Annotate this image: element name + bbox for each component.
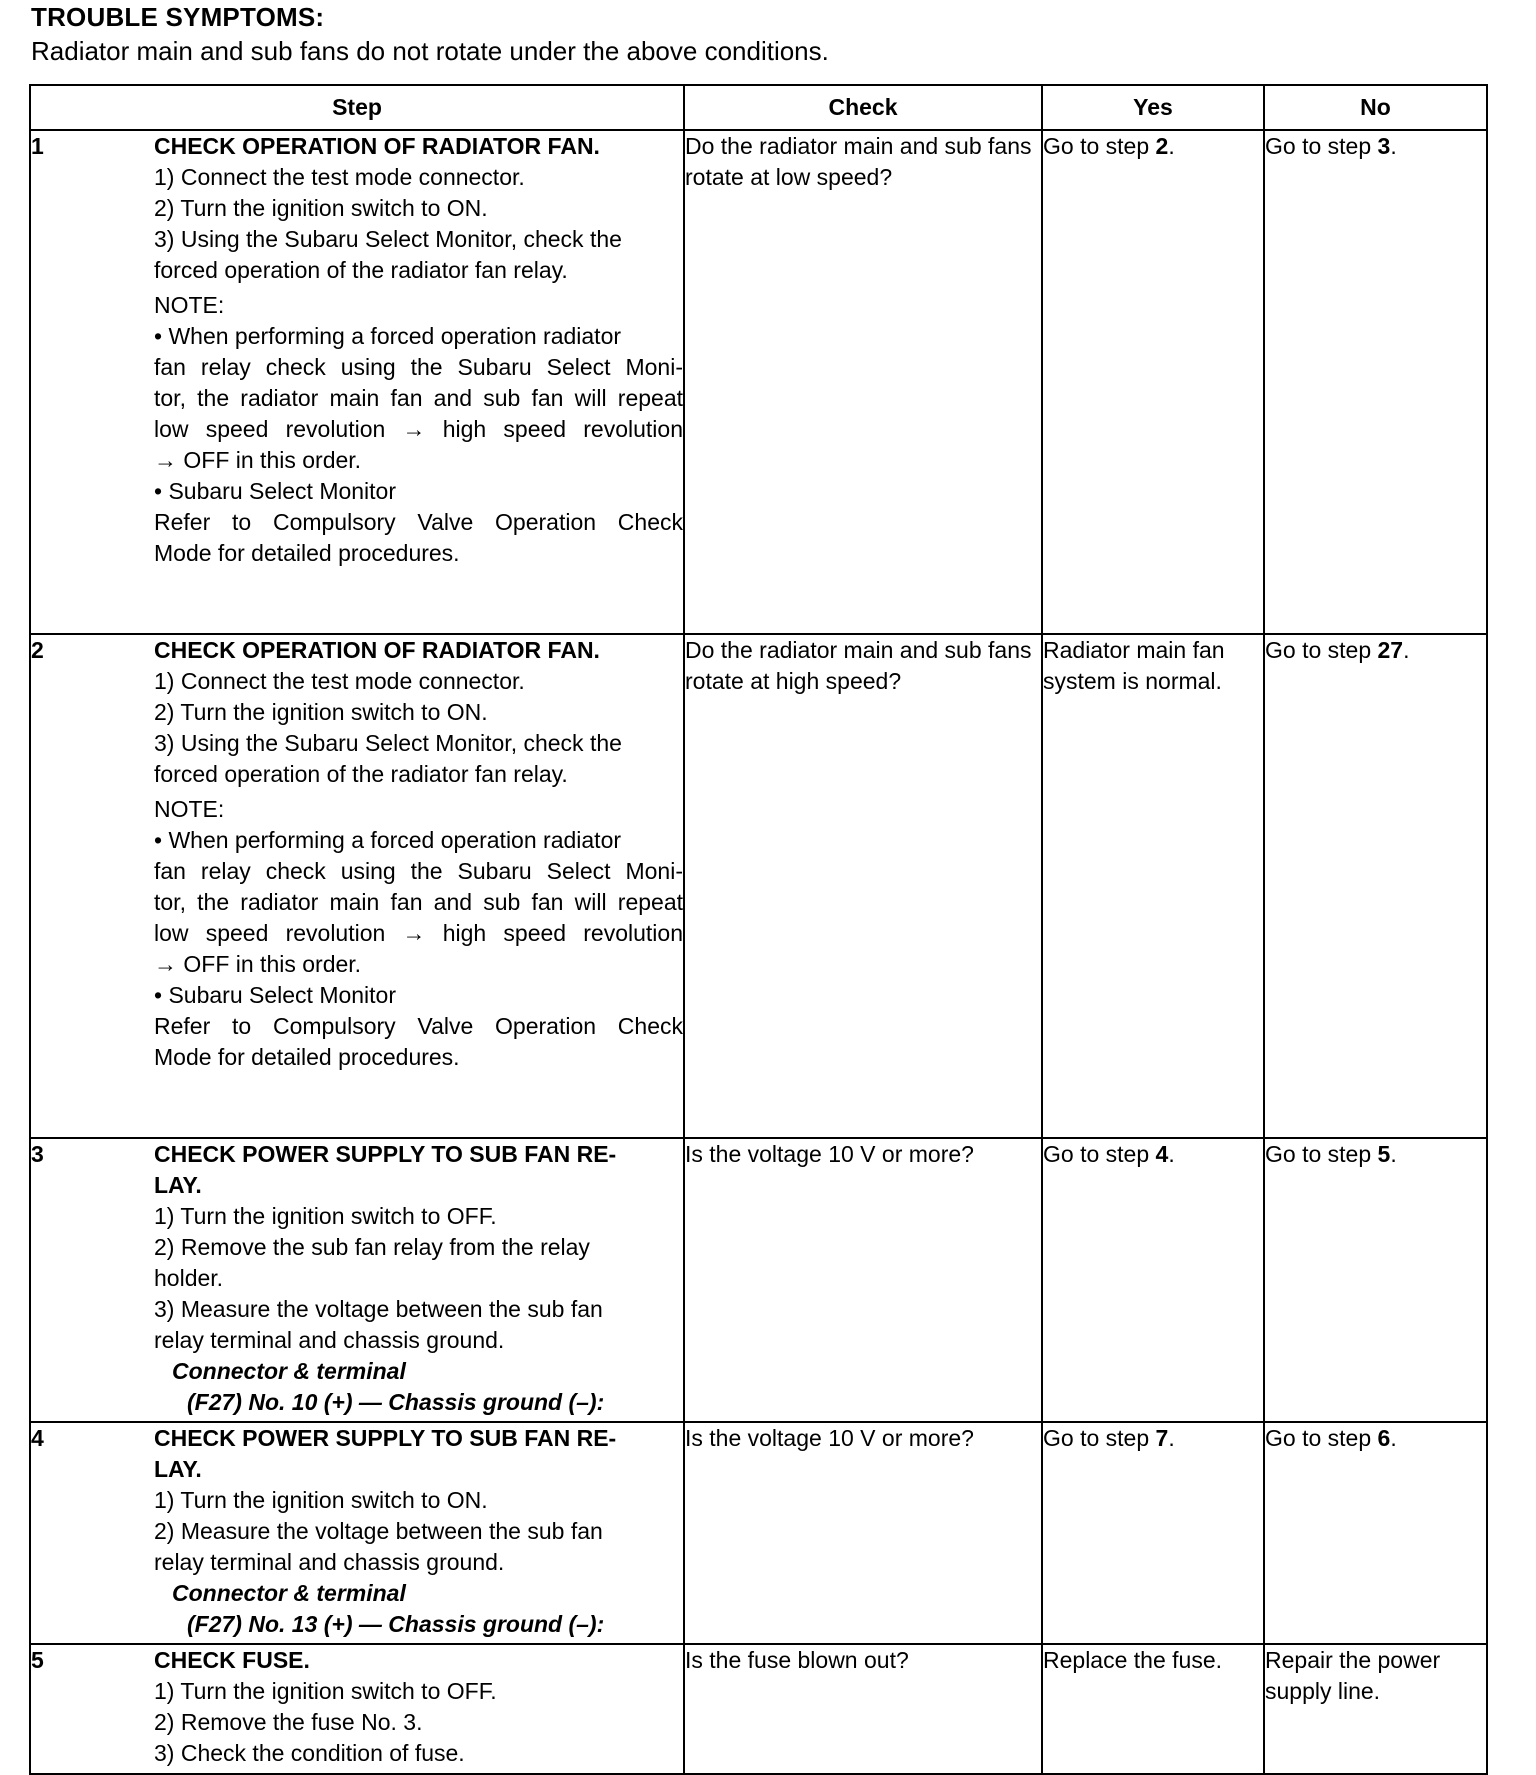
- step-instructions: [154, 1422, 684, 1644]
- table-row: [30, 1422, 1487, 1644]
- no-action: [1264, 1422, 1487, 1644]
- step-line: 1) Turn the ignition switch to OFF.: [154, 1203, 497, 1229]
- check-question: Do the radiator main and sub fans rotate at high speed?: [684, 634, 1042, 1138]
- step-line: 3) Check the condition of fuse.: [154, 1740, 465, 1766]
- yes-action: [1042, 1422, 1264, 1644]
- step-title: CHECK OPERATION OF RADIATOR FAN.: [154, 133, 600, 159]
- step-number: 4: [30, 1422, 154, 1644]
- step-number: 1: [30, 130, 154, 634]
- no-prefix: Go to step: [1265, 637, 1378, 663]
- column-header-no: No: [1264, 85, 1487, 130]
- yes-step-ref: 7: [1155, 1425, 1169, 1451]
- no-step-ref: 3: [1377, 133, 1391, 159]
- step-line: 1) Connect the test mode connector.: [154, 164, 525, 190]
- no-step-ref: 27: [1377, 637, 1404, 663]
- yes-action: Radiator main fan system is normal.: [1042, 634, 1264, 1138]
- check-question: Is the fuse blown out?: [684, 1644, 1042, 1774]
- step-line: 3) Measure the voltage between the sub fan: [154, 1296, 603, 1322]
- note-line: • Subaru Select Monitor: [154, 982, 397, 1008]
- step-line: holder.: [154, 1265, 224, 1291]
- step-title-cont: LAY.: [154, 1172, 202, 1198]
- page-title: TROUBLE SYMPTOMS:: [31, 2, 325, 32]
- yes-action: Replace the fuse.: [1042, 1644, 1264, 1774]
- table-row: [30, 634, 1487, 1138]
- connector-label: Connector & terminal: [172, 1580, 406, 1606]
- note-line: fan relay check using the Subaru Select Moni-: [154, 858, 683, 884]
- yes-prefix: Go to step: [1043, 1425, 1156, 1451]
- check-question: Is the voltage 10 V or more?: [684, 1422, 1042, 1644]
- yes-suffix: .: [1168, 133, 1175, 159]
- step-line: relay terminal and chassis ground.: [154, 1549, 505, 1575]
- no-suffix: .: [1390, 1425, 1397, 1451]
- no-action: [1264, 1138, 1487, 1422]
- step-line: 2) Remove the sub fan relay from the relay: [154, 1234, 590, 1260]
- no-prefix: Go to step: [1265, 133, 1378, 159]
- table-row: [30, 1138, 1487, 1422]
- check-question: Do the radiator main and sub fans rotate at low speed?: [684, 130, 1042, 634]
- step-number: 5: [30, 1644, 154, 1774]
- connector-label: Connector & terminal: [172, 1358, 406, 1384]
- symptom-description: Radiator main and sub fans do not rotate under the above conditions.: [31, 36, 829, 66]
- connector-terminal: (F27) No. 13 (+) — Chassis ground (–):: [187, 1611, 605, 1637]
- note-line: Mode for detailed procedures.: [154, 1044, 460, 1070]
- yes-suffix: .: [1168, 1141, 1175, 1167]
- step-line: 1) Turn the ignition switch to OFF.: [154, 1678, 497, 1704]
- step-instructions: [154, 130, 684, 634]
- connector-terminal: (F27) No. 10 (+) — Chassis ground (–):: [187, 1389, 605, 1415]
- note-line: • When performing a forced operation radiator: [154, 827, 622, 853]
- step-number: 2: [30, 634, 154, 1138]
- yes-action: [1042, 1138, 1264, 1422]
- note-line: low speed revolution → high speed revolution: [154, 416, 683, 442]
- note-line: • Subaru Select Monitor: [154, 478, 397, 504]
- step-line: forced operation of the radiator fan relay.: [154, 761, 568, 787]
- column-header-check: Check: [684, 85, 1042, 130]
- step-title: CHECK POWER SUPPLY TO SUB FAN RE-: [154, 1425, 617, 1451]
- step-line: 2) Turn the ignition switch to ON.: [154, 699, 488, 725]
- step-title-cont: LAY.: [154, 1456, 202, 1482]
- note-line: low speed revolution → high speed revolution: [154, 920, 683, 946]
- yes-step-ref: 4: [1155, 1141, 1169, 1167]
- column-header-yes: Yes: [1042, 85, 1264, 130]
- step-instructions: [154, 1138, 684, 1422]
- no-step-ref: 5: [1377, 1141, 1391, 1167]
- note-line: → OFF in this order.: [154, 951, 362, 977]
- step-line: 2) Remove the fuse No. 3.: [154, 1709, 423, 1735]
- step-title: CHECK FUSE.: [154, 1647, 310, 1673]
- no-suffix: .: [1390, 1141, 1397, 1167]
- no-action: [1264, 130, 1487, 634]
- note-line: • When performing a forced operation radiator: [154, 323, 622, 349]
- step-line: 2) Measure the voltage between the sub fan: [154, 1518, 603, 1544]
- step-line: 1) Connect the test mode connector.: [154, 668, 525, 694]
- note-line: fan relay check using the Subaru Select Moni-: [154, 354, 683, 380]
- step-instructions: [154, 1644, 684, 1774]
- no-prefix: Go to step: [1265, 1141, 1378, 1167]
- step-line: 2) Turn the ignition switch to ON.: [154, 195, 488, 221]
- step-line: 3) Using the Subaru Select Monitor, check the: [154, 226, 622, 252]
- no-step-ref: 6: [1377, 1425, 1391, 1451]
- note-line: → OFF in this order.: [154, 447, 362, 473]
- note-line: Refer to Compulsory Valve Operation Check: [154, 1013, 683, 1039]
- step-number: 3: [30, 1138, 154, 1422]
- step-instructions: [154, 634, 684, 1138]
- step-line: relay terminal and chassis ground.: [154, 1327, 505, 1353]
- no-prefix: Go to step: [1265, 1425, 1378, 1451]
- no-suffix: .: [1390, 133, 1397, 159]
- no-action: Repair the power supply line.: [1264, 1644, 1487, 1774]
- note-label: NOTE:: [154, 292, 225, 318]
- step-line: 1) Turn the ignition switch to ON.: [154, 1487, 488, 1513]
- yes-action: [1042, 130, 1264, 634]
- step-line: 3) Using the Subaru Select Monitor, check the: [154, 730, 622, 756]
- step-line: forced operation of the radiator fan relay.: [154, 257, 568, 283]
- yes-prefix: Go to step: [1043, 1141, 1156, 1167]
- note-line: Refer to Compulsory Valve Operation Check: [154, 509, 683, 535]
- no-action: [1264, 634, 1487, 1138]
- step-title: CHECK OPERATION OF RADIATOR FAN.: [154, 637, 600, 663]
- yes-suffix: .: [1168, 1425, 1175, 1451]
- note-label: NOTE:: [154, 796, 225, 822]
- step-title: CHECK POWER SUPPLY TO SUB FAN RE-: [154, 1141, 617, 1167]
- yes-step-ref: 2: [1155, 133, 1169, 159]
- note-line: tor, the radiator main fan and sub fan will repeat: [154, 889, 683, 915]
- yes-prefix: Go to step: [1043, 133, 1156, 159]
- diagnostic-table: [29, 84, 1488, 1775]
- table-row: [30, 1644, 1487, 1774]
- table-row: [30, 130, 1487, 634]
- table-header-row: [30, 85, 1487, 130]
- column-header-step: Step: [30, 85, 684, 130]
- note-line: Mode for detailed procedures.: [154, 540, 460, 566]
- note-line: tor, the radiator main fan and sub fan will repeat: [154, 385, 683, 411]
- no-suffix: .: [1403, 637, 1410, 663]
- check-question: Is the voltage 10 V or more?: [684, 1138, 1042, 1422]
